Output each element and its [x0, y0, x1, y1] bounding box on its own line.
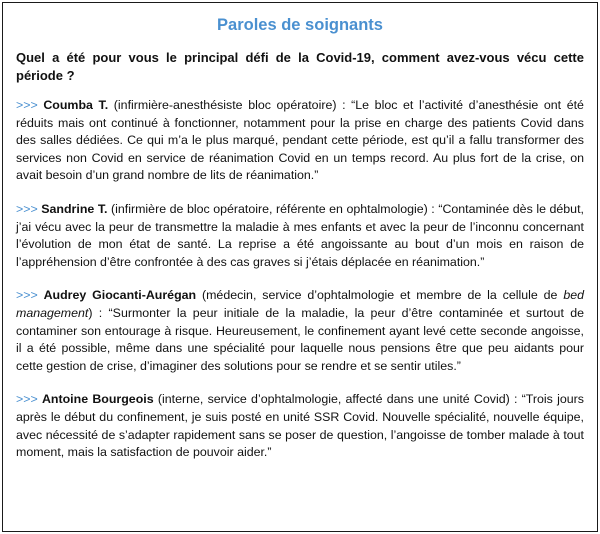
question-text: Quel a été pour vous le principal défi de la Covid-19, comment avez-vous vécu cette période ?: [16, 50, 584, 83]
testimonial-sandrine: [16, 201, 584, 271]
box-title: Paroles de soignants: [217, 16, 383, 34]
arrow-marker: >>>: [16, 392, 38, 407]
testimonial-antoine: [16, 391, 584, 461]
arrow-marker: >>>: [16, 201, 38, 216]
quote-text: “Trois jours après le début du confinement, je suis posté en unité SSR Covid. Nouvelle spécialité, nouvelle équipe, avec nécessité de s’adapter rapidement sans se poser de question, l’angoisse de tomber malade à tout moment, mais la satisfaction de pouvoir aider.”: [16, 392, 584, 460]
author-name: Coumba T.: [43, 98, 109, 112]
author-name: Audrey Giocanti-Aurégan: [43, 288, 197, 303]
author-role: (infirmière de bloc opératoire, référente en ophtalmologie) :: [111, 201, 435, 216]
author-name: Antoine Bourgeois: [41, 392, 154, 407]
author-name: Sandrine T.: [41, 201, 108, 216]
quote-text: “Le bloc et l’activité d’anesthésie ont été réduits mais ont continué à fonctionner, notamment pour la prise en charge des patients Covid dans des salles dédiées. Ce qui m’a le plus marqué, pendant cette période, est qu’il a fallu transformer des services non Covid en service de réanimation Covid en un temps record. Au plus fort de la crise, on avait besoin d’un grand nombre de lits de réanimation.”: [16, 98, 584, 183]
author-role: (infirmière-anesthésiste bloc opératoire) :: [113, 98, 346, 112]
testimonial-audrey: [16, 287, 584, 375]
author-role: (interne, service d’ophtalmologie, affecté dans une unité Covid) :: [157, 392, 518, 407]
author-role: (médecin, service d’ophtalmologie et membre de la cellule de: [201, 288, 558, 303]
arrow-marker: >>>: [16, 98, 38, 112]
author-role-end: ) :: [88, 305, 103, 320]
quote-text: “Surmonter la peur initiale de la maladie, la peur d’être contaminée et surtout de contaminer son entourage à risque. Heureusement, le confinement ayant levé cette seconde angoisse, il a été possible, même dans une spécialité pour laquelle nous pensions être que peu aidants pour cette gestion de crise, d’imaginer des solutions pour se rendre et se sentir utiles.”: [16, 305, 584, 373]
testimonial-coumba: [16, 97, 584, 185]
arrow-marker: >>>: [16, 288, 38, 303]
author-role-italic: bed management: [16, 288, 584, 320]
quote-text: “Contaminée dès le début, j’ai vécu avec la peur de transmettre la maladie à mes enfants et avec la peur de l’inconnu concernant l’évolution de mon état de santé. La reprise a été angoissante au bout d’un mois en raison de l’appréhension d’être confrontée à des cas graves si j’étais déplacée en réanimation.”: [16, 201, 584, 269]
testimonials-box: [2, 2, 598, 532]
